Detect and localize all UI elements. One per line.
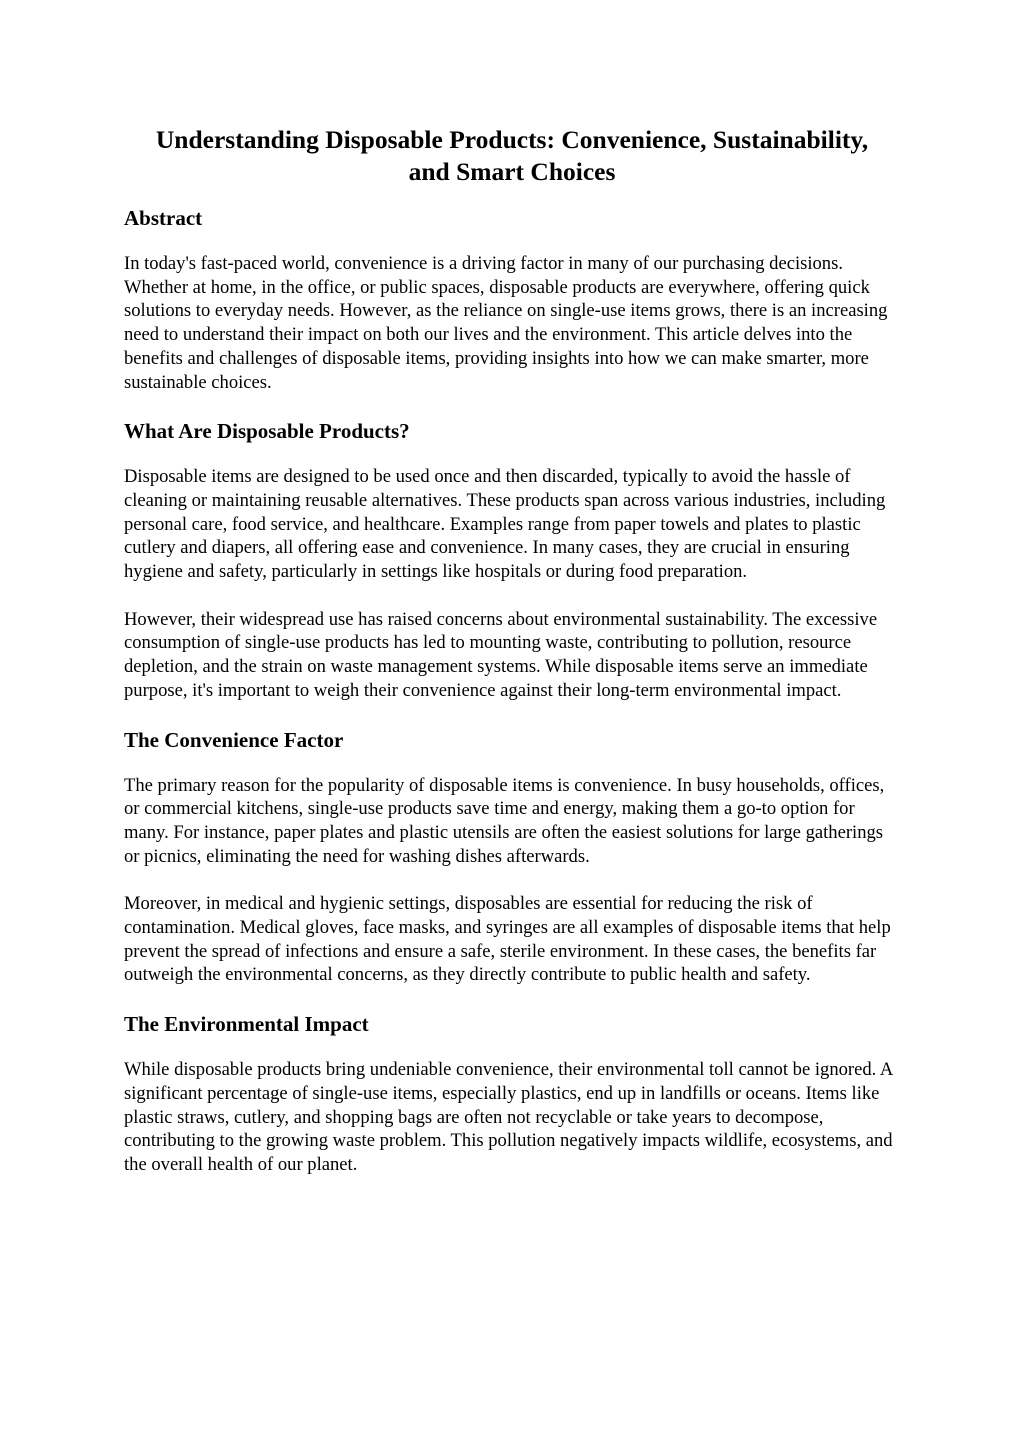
section-what-are-disposable-products <box>124 418 900 702</box>
page-title <box>124 124 900 188</box>
paragraph: Moreover, in medical and hygienic settings, disposables are essential for reducing the risk of contamination. Medical gloves, face masks, and syringes are all examples of disposable items that help prevent the spread of infections and ensure a safe, sterile environment. In these cases, the benefits far outweigh the environmental concerns, as they directly contribute to public health and safety. <box>124 893 891 986</box>
section-convenience-factor <box>124 727 900 988</box>
section-heading-environmental-impact: The Environmental Impact <box>124 1012 369 1037</box>
section-heading-abstract: Abstract <box>124 206 203 230</box>
section-heading-what-are-disposable-products: What Are Disposable Products? <box>124 419 410 444</box>
paragraph: While disposable products bring undeniable convenience, their environmental toll cannot be ignored. A significant percentage of single-use items, especially plastics, end up in landfills or oceans. Items like plastic straws, cutlery, and shopping bags are often not recyclable or take years to decompose, contributing to the growing waste problem. This pollution negatively impacts wildlife, ecosystems, and the overall health of our planet. <box>124 1059 893 1175</box>
abstract-paragraph: In today's fast-paced world, convenience is a driving factor in many of our purchasing decisions. Whether at home, in the office, or public spaces, disposable products are everywhere, offering quick solutions to everyday needs. However, as the reliance on single-use items grows, there is an increasing need to understand their impact on both our lives and the environment. This article delves into the benefits and challenges of disposable items, providing insights into how we can make smarter, more sustainable choices. <box>124 253 888 393</box>
paragraph: However, their widespread use has raised concerns about environmental sustainability. The excessive consumption of single-use products has led to mounting waste, contributing to pollution, resource depletion, and the strain on waste management systems. While disposable items serve an immediate purpose, it's important to weigh their convenience against their long-term environmental impact. <box>124 608 878 701</box>
title-line-2: and Smart Choices <box>408 157 616 186</box>
section-environmental-impact <box>124 1011 900 1177</box>
paragraph: Disposable items are designed to be used once and then discarded, typically to avoid the hassle of cleaning or maintaining reusable alternatives. These products span across various industries, including personal care, food service, and healthcare. Examples range from paper towels and plates to plastic cutlery and diapers, all offering ease and convenience. In many cases, they are crucial in ensuring hygiene and safety, particularly in settings like hospitals or during food preparation. <box>124 466 886 583</box>
paragraph: The primary reason for the popularity of disposable items is convenience. In busy households, offices, or commercial kitchens, single-use products save time and energy, making them a go-to option for many. For instance, paper plates and plastic utensils are often the easiest solutions for large gatherings or picnics, eliminating the need for washing dishes afterwards. <box>124 774 885 867</box>
section-abstract <box>124 205 900 394</box>
title-line-1: Understanding Disposable Products: Convenience, Sustainability, <box>155 125 869 154</box>
document-page <box>124 124 900 1201</box>
section-heading-convenience-factor: The Convenience Factor <box>124 727 344 752</box>
